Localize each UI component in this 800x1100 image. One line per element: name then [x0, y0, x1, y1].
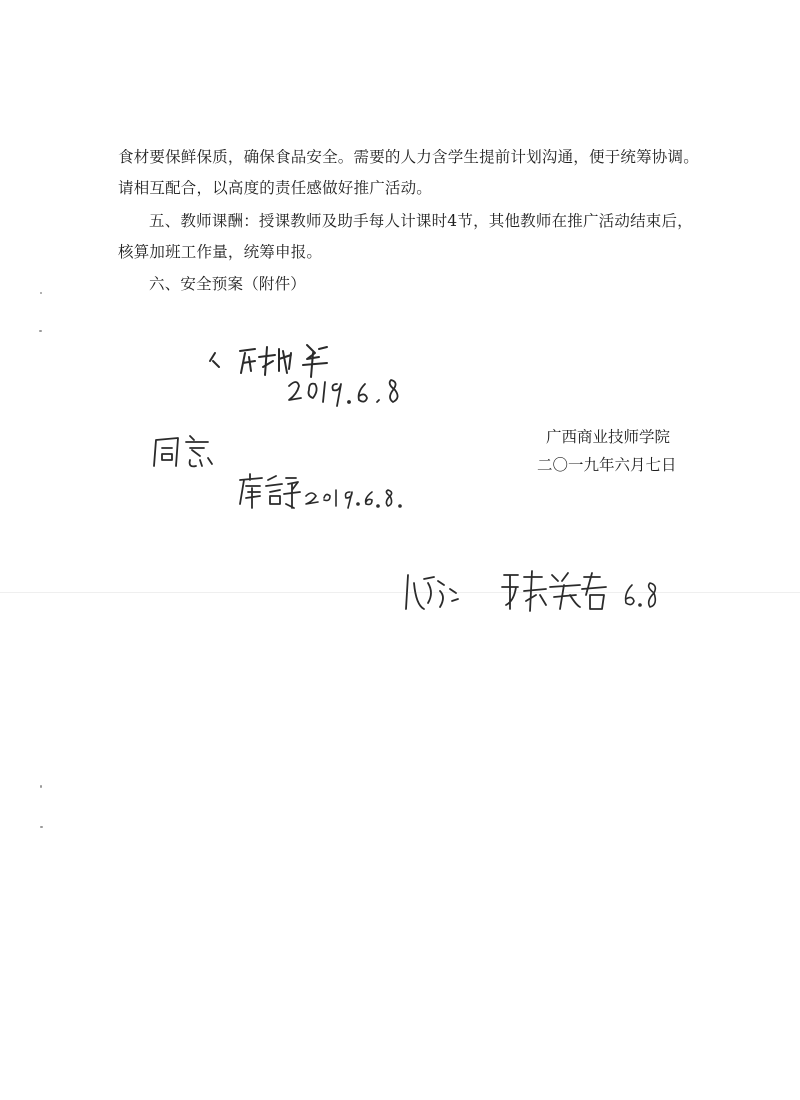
- body-line-3: 五、教师课酬：授课教师及助手每人计课时4节，其他教师在推广活动结束后，: [149, 212, 693, 230]
- body-line-2: 请相互配合，以高度的责任感做好推广活动。: [118, 179, 433, 197]
- handwritten-date-1: [285, 372, 410, 408]
- scan-speck: [40, 826, 43, 828]
- body-line-5: 六、安全预案（附件）: [149, 275, 307, 293]
- scan-speck: [40, 292, 42, 294]
- scan-speck: [40, 785, 42, 788]
- institution-name: 广西商业技师学院: [546, 428, 671, 446]
- handwritten-approval: [150, 432, 220, 472]
- body-line-4: 核算加班工作量，统筹申报。: [118, 243, 323, 261]
- body-line-1: 食材要保鲜保质，确保食品安全。需要的人力含学生提前计划沟通，便于统筹协调。: [118, 148, 699, 166]
- handwritten-approval-signature: [236, 470, 416, 515]
- document-date: 二〇一九年六月七日: [537, 456, 677, 474]
- scan-artifact-line: [0, 592, 800, 593]
- scan-speck: [39, 330, 42, 332]
